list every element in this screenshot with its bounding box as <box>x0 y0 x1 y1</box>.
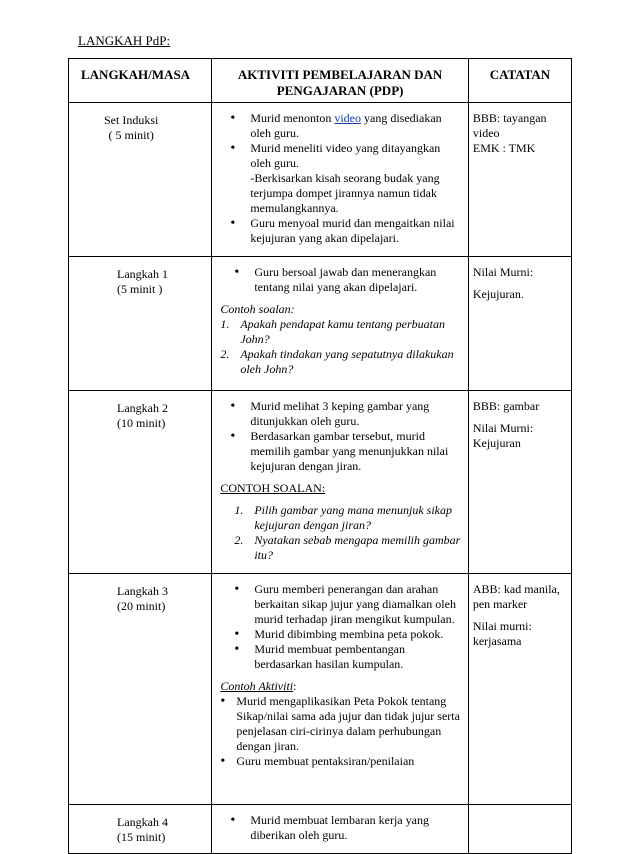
list-item: • Murid membuat lembaran kerja yang diberikan oleh guru. <box>220 813 462 843</box>
notes-cell <box>468 257 571 391</box>
notes-line: Nilai Murni: <box>472 421 534 435</box>
notes-line: ABB: kad manila, pen marker <box>472 582 560 611</box>
header-aktiviti-line2: PENGAJARAN (PDP) <box>276 83 404 98</box>
header-catatan: CATATAN <box>468 59 571 103</box>
notes-cell <box>468 391 571 574</box>
table-header-row <box>69 59 572 103</box>
activity-cell <box>212 574 469 805</box>
header-langkah-masa: LANGKAH/MASA <box>69 59 212 103</box>
table-row <box>69 391 572 574</box>
list-item: • Berdasarkan gambar tersebut, murid memilih gambar yang menunjukkan nilai kejujuran dengan jiran. <box>220 429 462 474</box>
list-item: 2. Apakah tindakan yang sepatutnya dilakukan oleh John? <box>220 347 454 376</box>
step-cell <box>69 391 212 574</box>
notes-line: EMK : TMK <box>472 141 536 155</box>
notes-line: Kejujuran <box>472 436 521 450</box>
list-item: • Murid melihat 3 keping gambar yang ditunjukkan oleh guru. <box>220 399 462 429</box>
list-item: 1. Pilih gambar yang mana menunjuk sikap kejujuran dengan jiran? <box>234 503 452 532</box>
notes-cell <box>468 805 571 854</box>
list-item: 2. Nyatakan sebab mengapa memilih gambar itu? <box>234 533 461 562</box>
notes-line: Nilai murni: kerjasama <box>472 619 532 648</box>
notes-cell <box>468 574 571 805</box>
list-item: • Guru membuat pentaksiran/penilaian <box>220 754 462 769</box>
activity-cell <box>212 103 469 257</box>
activity-cell <box>212 391 469 574</box>
list-item: • Murid meneliti video yang ditayangkan oleh guru. -Berkisarkan kisah seorang budak yang terjumpa dompet jirannya namun tidak memulangkannya. <box>220 141 462 216</box>
step-time: (20 minit) <box>117 599 166 613</box>
table-row <box>69 103 572 257</box>
step-name: Langkah 4 <box>117 815 168 829</box>
notes-line: Nilai Murni: <box>472 265 534 279</box>
list-item: • Murid menonton video yang disediakan oleh guru. <box>220 111 462 141</box>
list-item: • Murid membuat pembentangan berdasarkan hasilan kumpulan. <box>220 642 462 672</box>
step-name: Langkah 1 <box>117 267 168 281</box>
step-time: (10 minit) <box>117 416 166 430</box>
list-item: 1. Apakah pendapat kamu tentang perbuatan John? <box>220 317 445 346</box>
list-item: • Guru bersoal jawab dan menerangkan tentang nilai yang akan dipelajari. <box>220 265 462 295</box>
header-aktiviti-line1: AKTIVITI PEMBELAJARAN DAN <box>237 67 443 82</box>
activity-cell <box>212 805 469 854</box>
step-cell <box>69 574 212 805</box>
step-cell <box>69 805 212 854</box>
sub-heading: Contoh soalan: <box>220 302 295 316</box>
step-time: ( 5 minit) <box>108 128 154 142</box>
notes-line: BBB: tayangan video <box>472 111 547 140</box>
list-item: • Guru memberi penerangan dan arahan berkaitan sikap jujur yang diamalkan oleh murid terhadap jiran mengikut kumpulan. <box>220 582 462 627</box>
table-row <box>69 574 572 805</box>
step-cell <box>69 257 212 391</box>
sub-heading: Contoh Aktiviti: <box>220 679 297 693</box>
notes-cell <box>468 103 571 257</box>
step-time: (5 minit ) <box>117 282 163 296</box>
step-name: Langkah 3 <box>117 584 168 598</box>
header-aktiviti <box>212 59 469 103</box>
sub-heading: CONTOH SOALAN: <box>220 481 326 495</box>
video-link[interactable]: video <box>334 111 362 125</box>
list-item: • Murid mengaplikasikan Peta Pokok tentang Sikap/nilai sama ada jujur dan tidak jujur serta penjelasan ciri-cirinya dalam perhubungan dengan jiran. <box>220 694 462 754</box>
step-time: (15 minit) <box>117 830 166 844</box>
list-item: • Guru menyoal murid dan mengaitkan nilai kejujuran yang akan dipelajari. <box>220 216 462 246</box>
list-item: • Murid dibimbing membina peta pokok. <box>220 627 462 642</box>
step-cell <box>69 103 212 257</box>
lesson-steps-table <box>68 58 572 854</box>
notes-line: Kejujuran. <box>472 287 524 301</box>
notes-line: BBB: gambar <box>472 399 540 413</box>
activity-cell <box>212 257 469 391</box>
page-title: LANGKAH PdP: <box>78 33 171 48</box>
table-row <box>69 805 572 854</box>
step-name: Langkah 2 <box>117 401 168 415</box>
step-name: Set Induksi <box>104 113 159 127</box>
table-row <box>69 257 572 391</box>
